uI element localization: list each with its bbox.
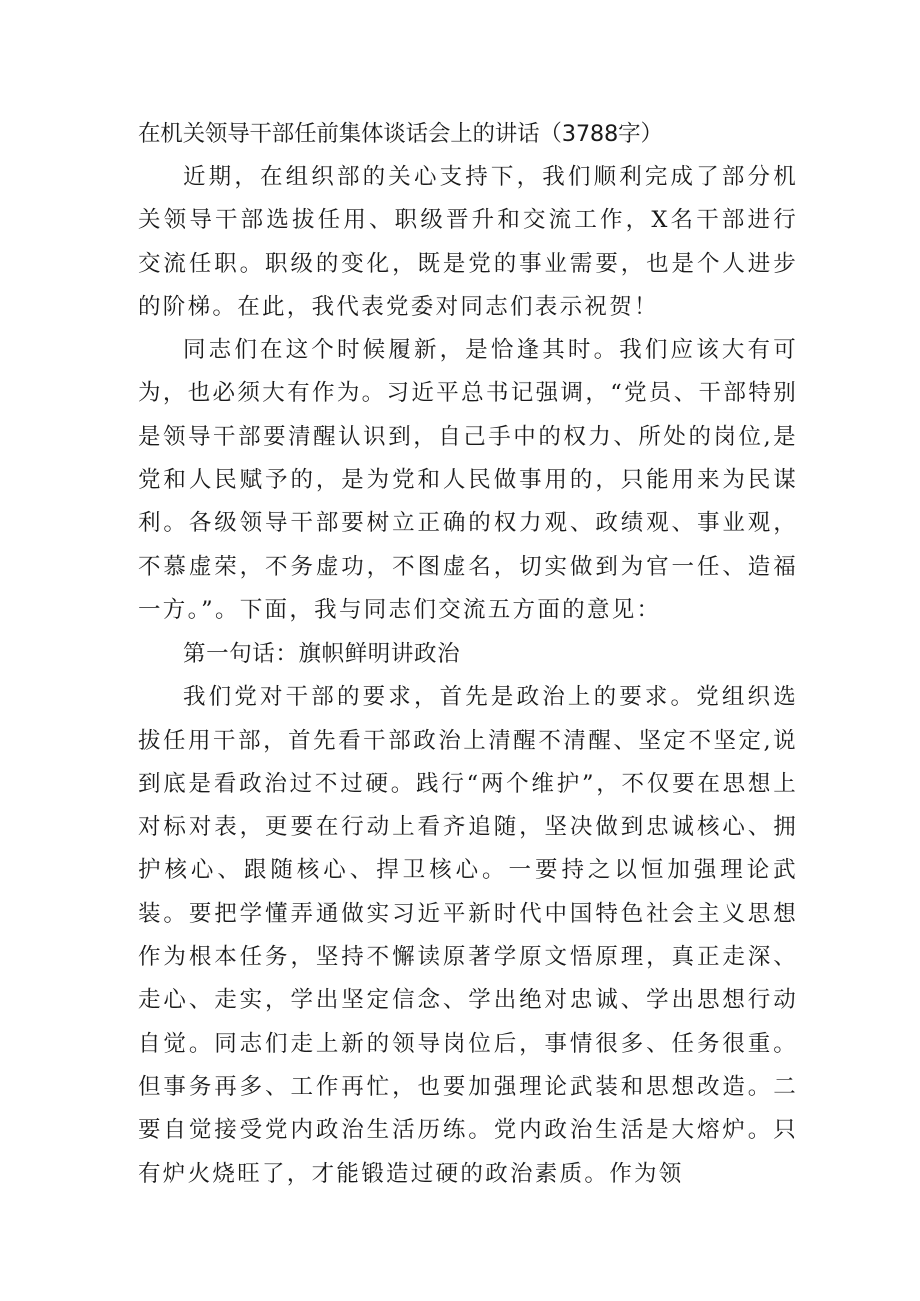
document-body: [138, 112, 798, 1196]
intro-paragraph-2: 同志们在这个时候履新，是恰逢其时。我们应该大有可为，也必须大有作为。习近平总书记强调，“党员、干部特别是领导干部要清醒认识到，自己手中的权力、所处的岗位,是党和人民赋予的，是为党和人民做事用的，只能用来为民谋利。各级领导干部要树立正确的权力观、政绩观、事业观，不慕虚荣，不务虚功，不图虚名，切实做到为官一任、造福一方。”。下面，我与同志们交流五方面的意见：: [138, 337, 798, 623]
intro-paragraph-1: 近期，在组织部的关心支持下，我们顺利完成了部分机关领导干部选拔任用、职级晋升和交流工作，X名干部进行交流任职。职级的变化，既是党的事业需要，也是个人进步的阶梯。在此，我代表党委对同志们表示祝贺！: [138, 164, 798, 320]
section-paragraph: 我们党对干部的要求，首先是政治上的要求。党组织选拔任用干部，首先看干部政治上清醒不清醒、坚定不坚定,说到底是看政治过不过硬。践行“两个维护”，不仅要在思想上对标对表，更要在行动上看齐追随，坚决做到忠诚核心、拥护核心、跟随核心、捍卫核心。一要持之以恒加强理论武装。要把学懂弄通做实习近平新时代中国特色社会主义思想作为根本任务，坚持不懈读原著学原文悟原理，真正走深、走心、走实，学出坚定信念、学出绝对忠诚、学出思想行动自觉。同志们走上新的领导岗位后，事情很多、任务很重。但事务再多、工作再忙，也要加强理论武装和思想改造。二要自觉接受党内政治生活历练。党内政治生活是大熔炉。只有炉火烧旺了，才能锻造过硬的政治素质。作为领: [138, 684, 798, 1187]
section-heading: 第一句话：旗帜鲜明讲政治: [183, 641, 461, 668]
document-title: 在机关领导干部任前集体谈话会上的讲话（3788字）: [138, 121, 663, 147]
